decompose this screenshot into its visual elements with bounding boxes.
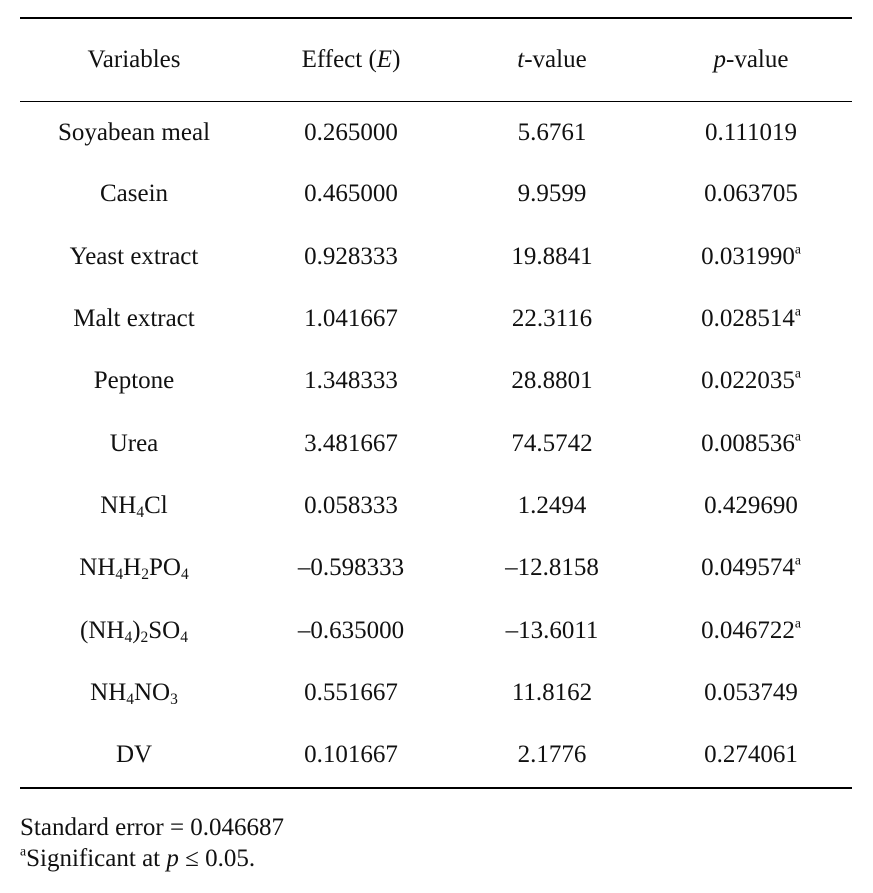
standard-error-note: Standard error = 0.046687 [20, 814, 285, 841]
cell-variable: Yeast extract [69, 242, 199, 270]
significance-mark: a [794, 428, 801, 444]
cell-t-value: 2.1776 [517, 741, 587, 769]
table-row [20, 288, 852, 350]
cell-p-value: 0.063705 [704, 180, 798, 208]
cell-p-value: 0.008536$^a$ [701, 428, 801, 457]
cell-p-value: 0.049574$^a$ [701, 552, 801, 582]
cell-t-value: 11.8162 [511, 678, 593, 706]
cell-variable: Urea [109, 429, 159, 457]
cell-effect: 0.265000 [304, 119, 398, 147]
cell-effect: 3.481667 [304, 429, 398, 457]
header-t-value: t-value [517, 46, 587, 73]
table-row [20, 599, 852, 661]
header-p-value: p-value [713, 46, 789, 73]
cell-variable: $NH_4H_2PO_4$ [79, 554, 189, 584]
significance-mark: a [794, 615, 801, 631]
cell-p-value: 0.046722$^a$ [701, 615, 801, 644]
header-effect: Effect (E) [301, 46, 401, 73]
cell-effect: 0.101667 [304, 741, 398, 769]
cell-variable: $NH_4NO_3$ [90, 678, 178, 708]
table-notes [20, 812, 284, 874]
table-row [20, 101, 852, 163]
cell-p-value: 0.274061 [704, 741, 798, 769]
cell-variable: Peptone [93, 367, 175, 395]
significance-mark: a [794, 241, 801, 257]
cell-effect: 0.551667 [304, 678, 398, 706]
table-row [20, 724, 852, 786]
table-row [20, 226, 852, 288]
cell-p-value: 0.111019 [705, 119, 797, 147]
cell-effect: 1.041667 [304, 305, 398, 333]
cell-effect: 0.465000 [304, 180, 398, 208]
cell-p-value: 0.022035$^a$ [701, 366, 801, 395]
cell-t-value: –12.8158 [505, 554, 599, 582]
table-row [20, 163, 852, 225]
cell-t-value: 19.8841 [511, 242, 593, 270]
significance-mark: a [794, 366, 801, 382]
table-row [20, 475, 852, 537]
cell-p-value: 0.053749 [704, 678, 798, 706]
cell-variable: Casein [99, 180, 169, 208]
cell-p-value: 0.028514$^a$ [701, 303, 801, 333]
significance-mark: a [794, 303, 801, 319]
header-variables: Variables [87, 46, 181, 73]
cell-t-value: 22.3116 [511, 305, 593, 333]
cell-t-value: –13.6011 [505, 616, 599, 644]
cell-t-value: 28.8801 [511, 367, 593, 395]
cell-t-value: 1.2494 [517, 491, 587, 519]
cell-variable: $(NH_4)_2SO_4$ [80, 616, 188, 646]
cell-effect: 0.058333 [304, 491, 398, 519]
cell-variable: DV [115, 741, 153, 769]
table-row [20, 537, 852, 599]
cell-p-value: 0.429690 [704, 491, 798, 519]
significance-mark: a [794, 552, 801, 568]
cell-t-value: 5.6761 [517, 119, 587, 147]
table-row [20, 662, 852, 724]
header-row [20, 19, 852, 101]
significance-note: $^a$Significant at p ≤ 0.05. [20, 843, 256, 872]
cell-effect: –0.635000 [297, 616, 405, 644]
cell-t-value: 74.5742 [511, 429, 593, 457]
cell-t-value: 9.9599 [517, 180, 587, 208]
results-table [20, 19, 852, 786]
cell-p-value: 0.031990$^a$ [701, 241, 801, 270]
cell-effect: 0.928333 [304, 242, 398, 270]
table-row [20, 412, 852, 474]
cell-effect: 1.348333 [304, 367, 398, 395]
table-row [20, 350, 852, 412]
table-bottom-rule [20, 787, 852, 789]
cell-variable: Soyabean meal [57, 119, 211, 147]
cell-effect: –0.598333 [297, 554, 405, 582]
cell-variable: Malt extract [73, 305, 195, 333]
cell-variable: $NH_4Cl$ [100, 491, 168, 521]
